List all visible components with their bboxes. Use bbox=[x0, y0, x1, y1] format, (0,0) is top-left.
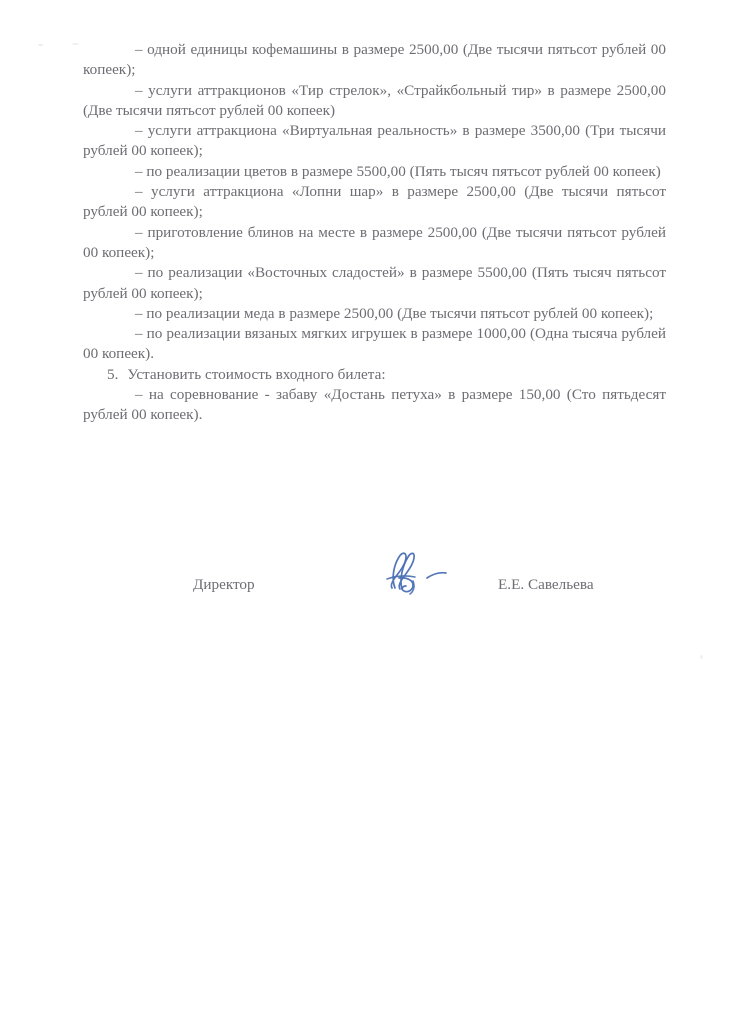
list-item: – услуги аттракциона «Лопни шар» в размере 2500,00 (Две тысячи пятьсот рублей 00 копеек); bbox=[83, 183, 666, 221]
scan-artifact-speckle bbox=[72, 43, 79, 45]
list-item: – приготовление блинов на месте в размере 2500,00 (Две тысячи пятьсот рублей 00 копеек); bbox=[83, 223, 666, 261]
list-item: – услуги аттракциона «Виртуальная реальность» в размере 3500,00 (Три тысячи рублей 00 копеек); bbox=[83, 122, 666, 160]
list-item: – по реализации цветов в размере 5500,00 (Пять тысяч пятьсот рублей 00 копеек) bbox=[135, 162, 661, 180]
clause-number: 5. bbox=[107, 365, 119, 383]
list-item: – по реализации меда в размере 2500,00 (Две тысячи пятьсот рублей 00 копеек); bbox=[135, 304, 654, 322]
list-item: – одной единицы кофемашины в размере 2500,00 (Две тысячи пятьсот рублей 00 копеек); bbox=[83, 41, 666, 79]
signatory-title: Директор bbox=[193, 576, 255, 593]
clause-5 bbox=[83, 365, 666, 385]
document-body bbox=[83, 40, 666, 426]
scan-artifact-speckle bbox=[38, 44, 43, 46]
list-item: – по реализации вязаных мягких игрушек в размере 1000,00 (Одна тысяча рублей 00 копеек). bbox=[83, 325, 666, 363]
list-item: – на соревнование - забаву «Достань петуха» в размере 150,00 (Сто пятьдесят рублей 00 копеек). bbox=[83, 386, 666, 424]
scan-artifact-speckle bbox=[700, 655, 703, 659]
clause-heading: Установить стоимость входного билета: bbox=[127, 365, 386, 383]
signatory-name: Е.Е. Савельева bbox=[498, 576, 594, 593]
handwritten-signature-icon bbox=[375, 548, 459, 596]
list-item: – по реализации «Восточных сладостей» в размере 5500,00 (Пять тысяч пятьсот рублей 00 копеек); bbox=[83, 264, 666, 302]
list-item: – услуги аттракционов «Тир стрелок», «Страйкбольный тир» в размере 2500,00 (Две тысячи пятьсот рублей 00 копеек) bbox=[83, 81, 666, 119]
signature-block bbox=[83, 575, 666, 601]
